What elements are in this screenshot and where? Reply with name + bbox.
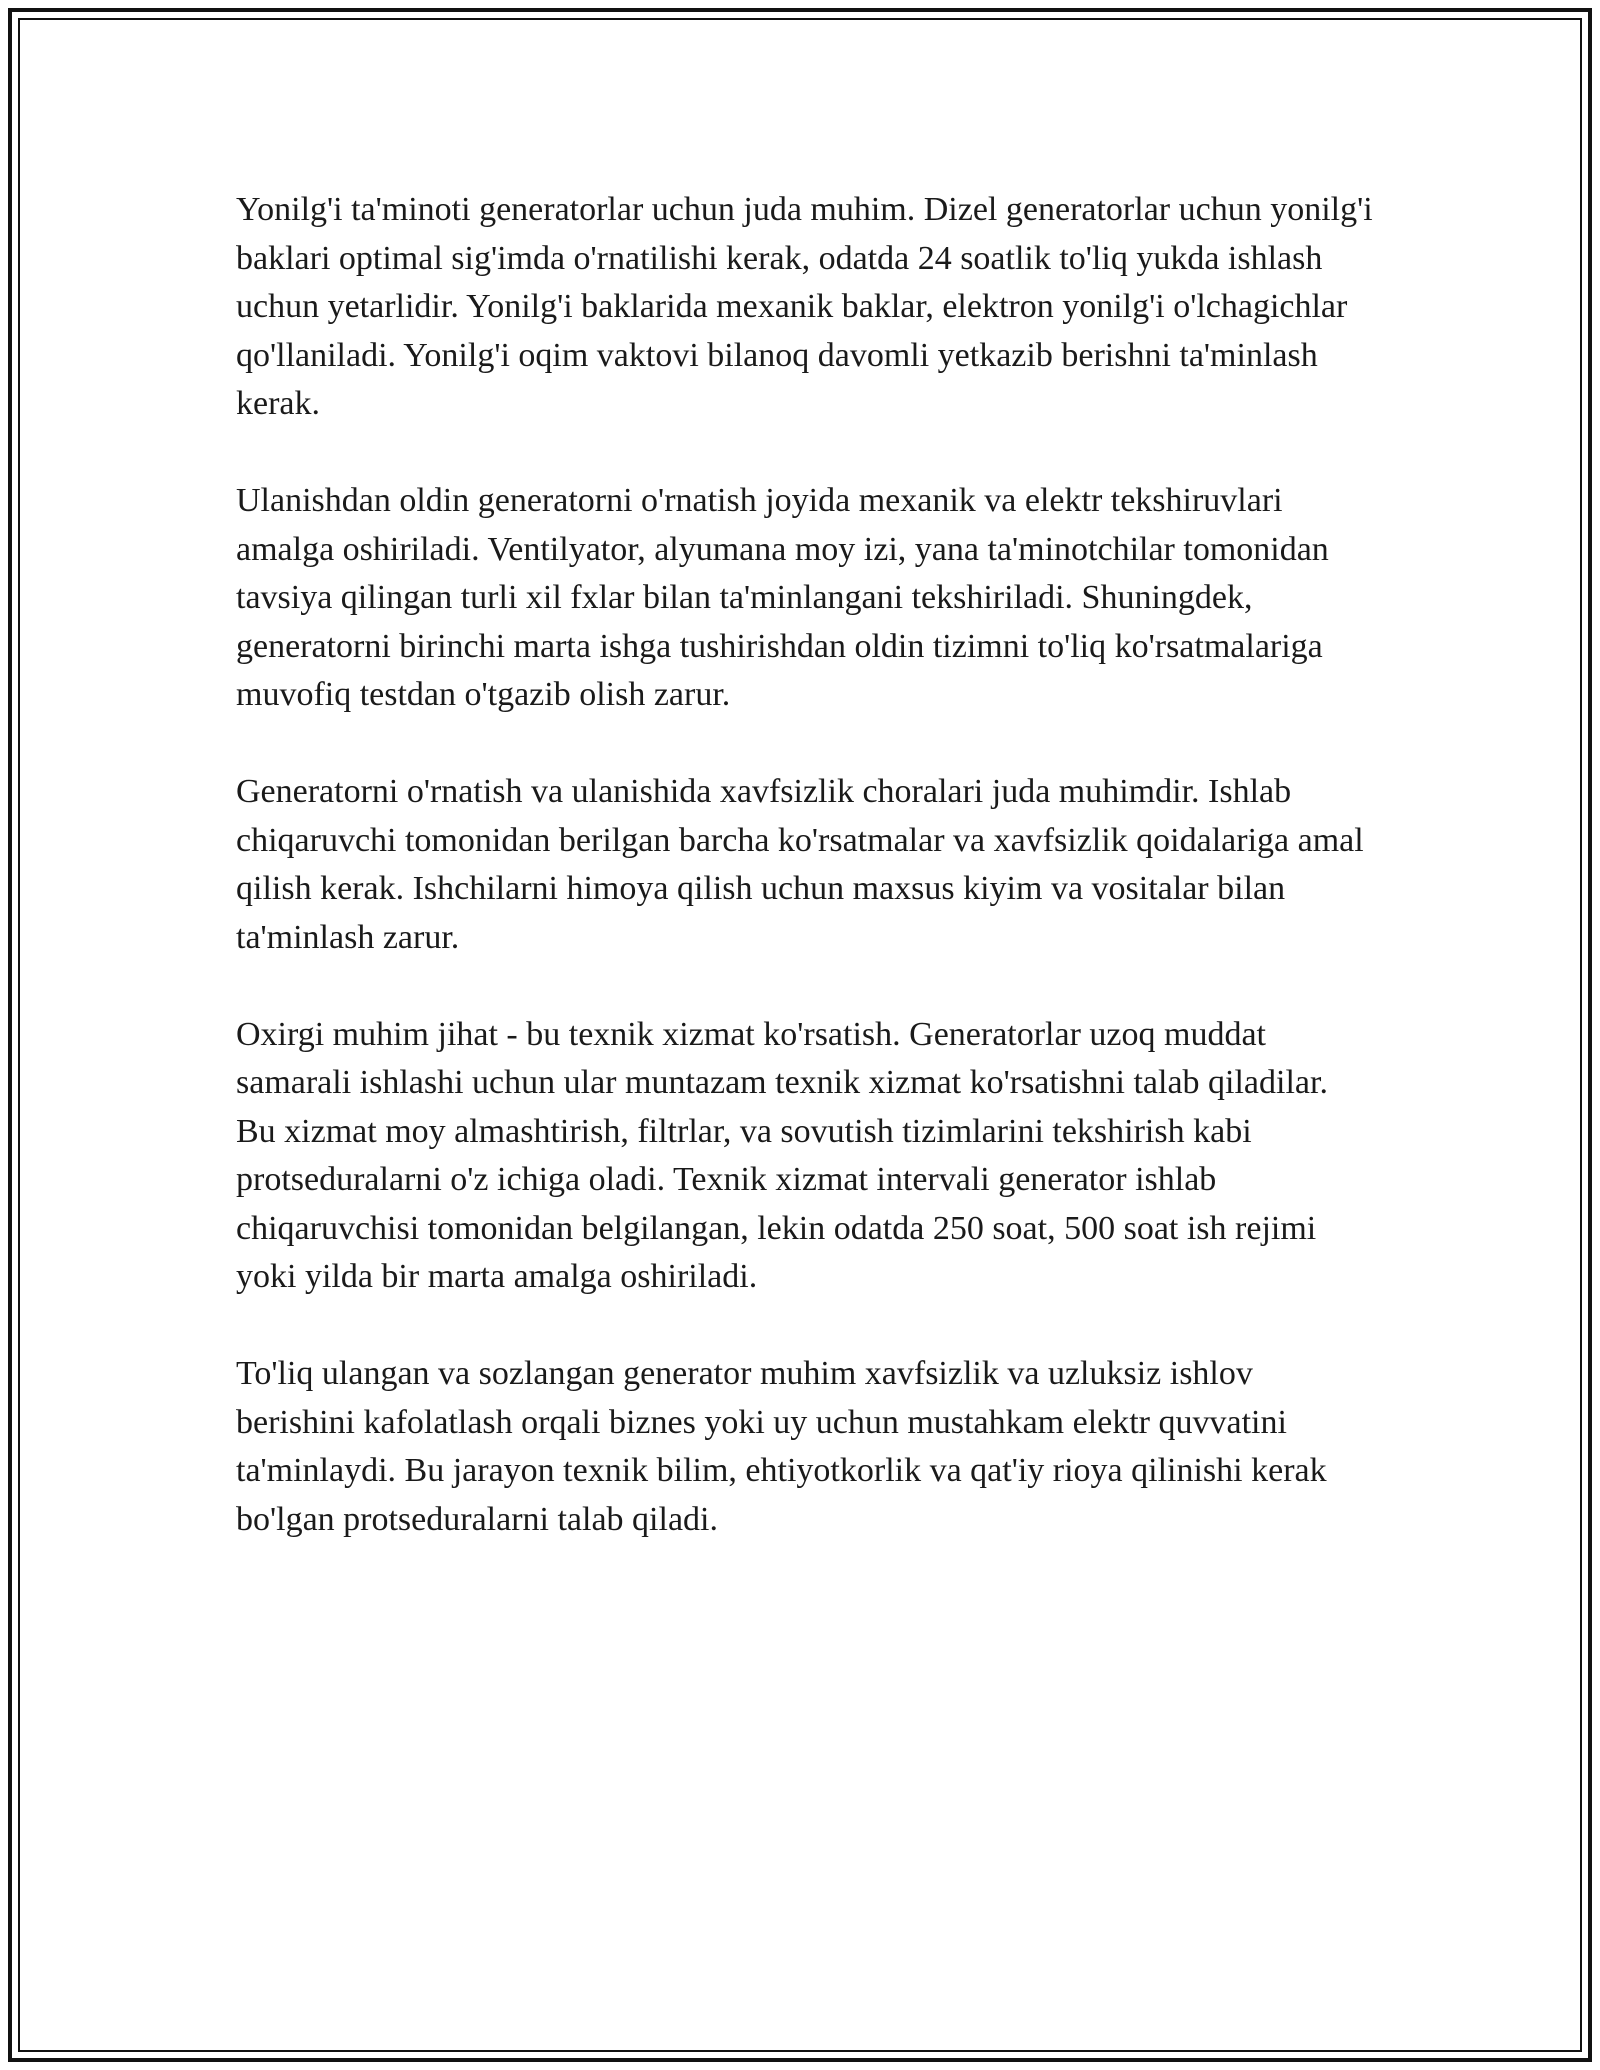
paragraph-pre-connection-checks: Ulanishdan oldin generatorni o'rnatish joyida mexanik va elektr tekshiruvlari amalga oshiriladi. Ventilyator, alyumana moy izi, yana ta'minotchilar tomonidan tavsiya qilingan turli xil fxlar bilan ta'minlangani tekshiriladi. Shuningdek, generatorni birinchi marta ishga tushirishdan oldin tizimni to'liq ko'rsatmalariga muvofiq testdan o'tgazib olish zarur. — [236, 482, 1329, 713]
paragraph-fuel-supply: Yonilg'i ta'minoti generatorlar uchun juda muhim. Dizel generatorlar uchun yonilg'i baklari optimal sig'imda o'rnatilishi kerak, odatda 24 soatlik to'liq yukda ishlash uchun yetarlidir. Yonilg'i baklarida mexanik baklar, elektron yonilg'i o'lchagichlar qo'llaniladi. Yonilg'i oqim vaktovi bilanoq davomli yetkazib berishni ta'minlash kerak. — [236, 191, 1373, 422]
paragraph-maintenance: Oxirgi muhim jihat - bu texnik xizmat ko'rsatish. Generatorlar uzoq muddat samarali ishlashi uchun ular muntazam texnik xizmat ko'rsatishni talab qiladilar. Bu xizmat moy almashtirish, filtrlar, va sovutish tizimlarini tekshirish kabi protseduralarni o'z ichiga oladi. Texnik xizmat intervali generator ishlab chiqaruvchisi tomonidan belgilangan, lekin odatda 250 soat, 500 soat ish rejimi yoki yilda bir marta amalga oshiriladi. — [236, 1015, 1328, 1295]
paragraph-conclusion: To'liq ulangan va sozlangan generator muhim xavfsizlik va uzluksiz ishlov berishini kafolatlash orqali biznes yoki uy uchun mustahkam elektr quvvatini ta'minlaydi. Bu jarayon texnik bilim, ehtiyotkorlik va qat'iy rioya qilinishi kerak bo'lgan protseduralarni talab qiladi. — [236, 1355, 1327, 1538]
paragraph-safety-measures: Generatorni o'rnatish va ulanishida xavfsizlik choralari juda muhimdir. Ishlab chiqaruvchi tomonidan berilgan barcha ko'rsatmalar va xavfsizlik qoidalariga amal qilish kerak. Ishchilarni himoya qilish uchun maxsus kiyim va vositalar bilan ta'minlash zarur. — [236, 773, 1364, 956]
document-body — [236, 186, 1376, 1544]
